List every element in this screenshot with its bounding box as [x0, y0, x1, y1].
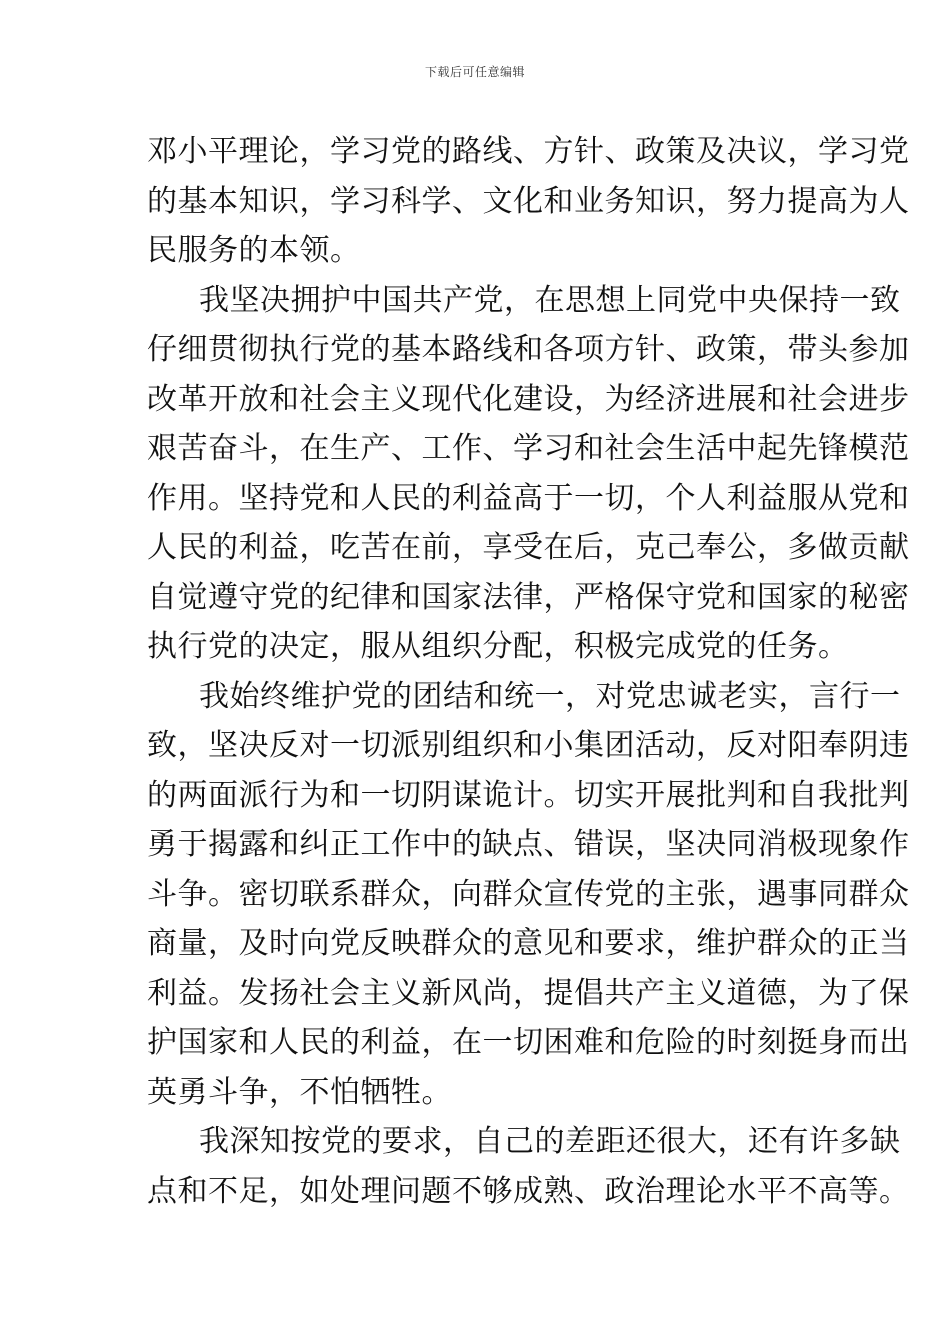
text-line: 邓小平理论，学习党的路线、方针、政策及决议，学习党: [147, 134, 910, 169]
text-line: 护国家和人民的利益，在一切困难和危险的时刻挺身而出: [147, 1025, 910, 1060]
text-line: 的两面派行为和一切阴谋诡计。切实开展批判和自我批判: [147, 777, 910, 813]
text-line: 人民的利益，吃苦在前，享受在后，克己奉公，多做贡献: [147, 530, 910, 565]
text-line: 执行党的决定，服从组织分配，积极完成党的任务。: [147, 629, 849, 664]
paragraph-first-line: 我始终维护党的团结和统一，对党忠诚老实，言行一: [199, 678, 901, 714]
text-line: 改革开放和社会主义现代化建设，为经济进展和社会进步: [147, 381, 910, 417]
text-line: 自觉遵守党的纪律和国家法律，严格保守党和国家的秘密: [147, 579, 910, 615]
text-line: 利益。发扬社会主义新风尚，提倡共产主义道德，为了保: [147, 975, 910, 1011]
text-line: 点和不足，如处理问题不够成熟、政治理论水平不高等。: [147, 1173, 910, 1209]
text-line: 艰苦奋斗，在生产、工作、学习和社会生活中起先锋模范: [147, 431, 910, 466]
text-line: 民服务的本领。: [147, 233, 361, 268]
text-line: 的基本知识，学习科学、文化和业务知识，努力提高为人: [147, 183, 910, 219]
paragraph-first-line: 我坚决拥护中国共产党，在思想上同党中央保持一致: [199, 282, 901, 318]
text-line: 斗争。密切联系群众，向群众宣传党的主张，遇事同群众: [147, 876, 910, 912]
paragraph-first-line: 我深知按党的要求，自己的差距还很大，还有许多缺: [199, 1124, 901, 1159]
text-line: 致，坚决反对一切派别组织和小集团活动，反对阳奉阴违: [147, 728, 910, 763]
text-line: 英勇斗争，不怕牺牲。: [147, 1074, 452, 1110]
text-line: 勇于揭露和纠正工作中的缺点、错误，坚决同消极现象作: [147, 827, 910, 862]
text-line: 作用。坚持党和人民的利益高于一切，个人利益服从党和: [147, 480, 910, 516]
page-header: 下载后可任意编辑: [424, 65, 525, 79]
text-line: 仔细贯彻执行党的基本路线和各项方针、政策，带头参加: [147, 332, 910, 367]
text-line: 商量，及时向党反映群众的意见和要求，维护群众的正当: [147, 926, 910, 961]
document-body: [147, 127, 910, 1216]
